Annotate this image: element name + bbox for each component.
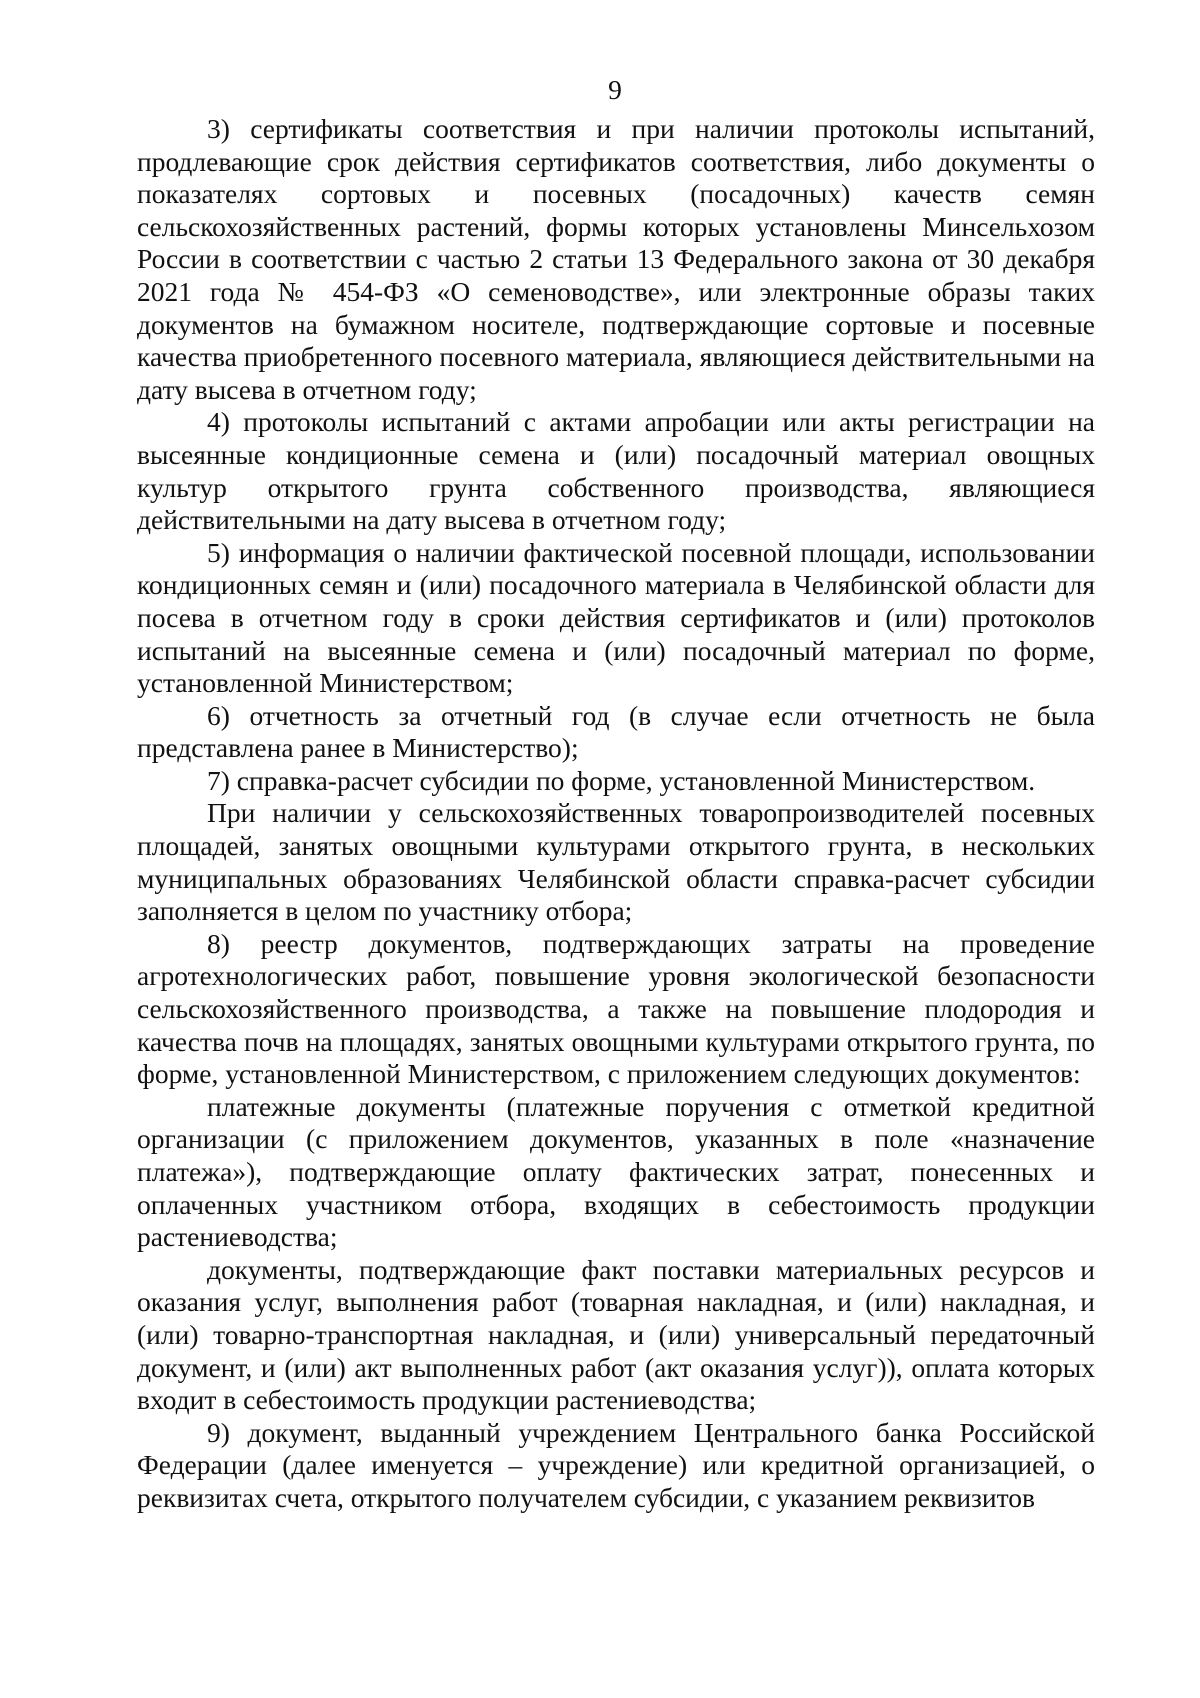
paragraph-item-7: 7) справка-расчет субсидии по форме, установленной Министерством. — [207, 764, 1036, 796]
document-body — [137, 113, 1095, 1515]
paragraph-item-6: 6) отчетность за отчетный год (в случае если отчетность не была представлена ранее в Министерство); — [137, 699, 1095, 764]
paragraph-item-4: 4) протоколы испытаний с актами апробации или акты регистрации на высеянные кондиционные семена и (или) посадочный материал овощных культур открытого грунта собственного производства, являющиеся действительными на дату высева в отчетном году; — [137, 406, 1095, 536]
paragraph-item-9: 9) документ, выданный учреждением Центрального банка Российской Федерации (далее именуется – учреждение) или кредитной организацией, о реквизитах счета, открытого получателем субсидии, с указанием реквизитов — [137, 1416, 1095, 1513]
paragraph-item-8: 8) реестр документов, подтверждающих затраты на проведение агротехнологических работ, повышение уровня экологической безопасности сельскохозяйственного производства, а также на повышение плодородия и качества почв на площадях, занятых овощными культурами открытого грунта, по форме, установленной Министерством, с приложением следующих документов: — [137, 927, 1095, 1090]
paragraph-delivery-docs: документы, подтверждающие факт поставки материальных ресурсов и оказания услуг, выполнения работ (товарная накладная, и (или) накладная, и (или) товарно-транспортная накладная, и (или) универсальный передаточный документ, и (или) акт выполненных работ (акт оказания услуг)), оплата которых входит в себестоимость продукции растениеводства; — [137, 1253, 1095, 1416]
page-number: 9 — [608, 74, 622, 105]
paragraph-item-5: 5) информация о наличии фактической посевной площади, использовании кондиционных семян и (или) посадочного материала в Челябинской области для посева в отчетном году в сроки действия сертификатов и (или) протоколов испытаний на высеянные семена и (или) посадочный материал по форме, установленной Министерством; — [137, 536, 1095, 699]
paragraph-payment-docs: платежные документы (платежные поручения с отметкой кредитной организации (с приложением документов, указанных в поле «назначение платежа»), подтверждающие оплату фактических затрат, понесенных и оплаченных участником отбора, входящих в себестоимость продукции растениеводства; — [137, 1090, 1095, 1253]
paragraph-note: При наличии у сельскохозяйственных товаропроизводителей посевных площадей, занятых овощными культурами открытого грунта, в нескольких муниципальных образованиях Челябинской области справка-расчет субсидии заполняется в целом по участнику отбора; — [137, 797, 1095, 927]
paragraph-item-3: 3) сертификаты соответствия и при наличии протоколы испытаний, продлевающие срок действия сертификатов соответствия, либо документы о показателях сортовых и посевных (посадочных) качеств семян сельскохозяйственных растений, формы которых установлены Минсельхозом России в соответствии с частью 2 статьи 13 Федерального закона от 30 декабря 2021 года № 454-ФЗ «О семеноводстве», или электронные образы таких документов на бумажном носителе, подтверждающие сортовые и посевные качества приобретенного посевного материала, являющиеся действительными на дату высева в отчетном году; — [137, 113, 1095, 405]
